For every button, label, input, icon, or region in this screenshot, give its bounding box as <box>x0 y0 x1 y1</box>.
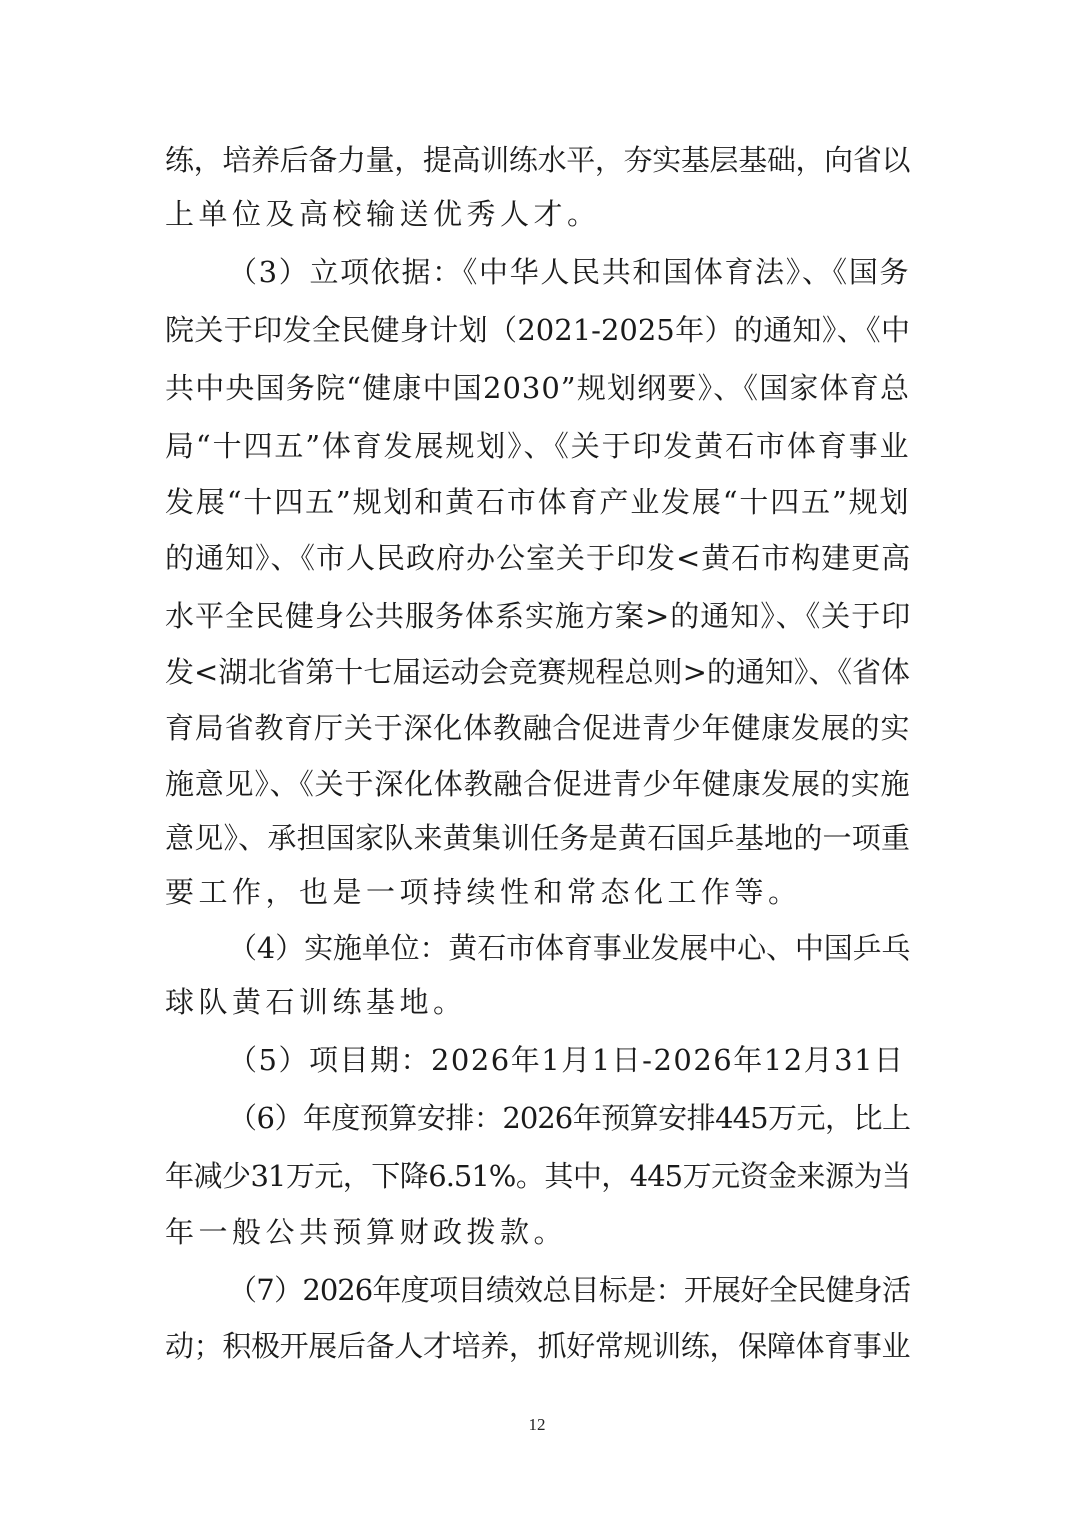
text-line: 发展“十四五”规划和黄石市体育产业发展“十四五”规划 <box>165 485 910 519</box>
text-line: 局“十四五”体育发展规划》、《关于印发黄石市体育事业 <box>165 429 910 463</box>
text-line: 年一般公共预算财政拨款。 <box>165 1215 568 1249</box>
text-line: 意见》、承担国家队来黄集训任务是黄石国乒基地的一项重 <box>165 821 910 855</box>
text-line: 育局省教育厅关于深化体教融合促进青少年健康发展的实 <box>165 711 910 745</box>
text-line: 共中央国务院“健康中国2030”规划纲要》、《国家体育总 <box>165 371 910 405</box>
page-number: 12 <box>528 1415 546 1434</box>
text-line: 要工作，也是一项持续性和常态化工作等。 <box>165 875 802 909</box>
text-line: 动；积极开展后备人才培养，抓好常规训练，保障体育事业 <box>165 1329 910 1363</box>
text-line: 练，培养后备力量，提高训练水平，夯实基层基础，向省以 <box>165 143 910 177</box>
text-line: （7）2026年度项目绩效总目标是：开展好全民健身活 <box>228 1273 910 1307</box>
text-line: 院关于印发全民健身计划（2021-2025年）的通知》、《中 <box>165 313 910 347</box>
text-line: 上单位及高校输送优秀人才。 <box>165 197 601 231</box>
text-line: （3）立项依据：《中华人民共和国体育法》、《国务 <box>228 255 910 289</box>
text-line: 水平全民健身公共服务体系实施方案>的通知》、《关于印 <box>165 599 912 633</box>
text-line: （6）年度预算安排：2026年预算安排445万元，比上 <box>228 1101 910 1135</box>
text-line: 的通知》、《市人民政府办公室关于印发<黄石市构建更高 <box>165 541 912 575</box>
text-line: 发<湖北省第十七届运动会竞赛规程总则>的通知》、《省体 <box>165 655 910 689</box>
text-line: （5）项目期：2026年1月1日-2026年12月31日 <box>228 1043 905 1077</box>
text-line: （4）实施单位：黄石市体育事业发展中心、中国乒乓 <box>228 931 910 965</box>
text-line: 球队黄石训练基地。 <box>165 985 467 1019</box>
text-line: 年减少31万元，下降6.51%。其中，445万元资金来源为当 <box>165 1159 910 1193</box>
text-line: 施意见》、《关于深化体教融合促进青少年健康发展的实施 <box>165 767 910 801</box>
